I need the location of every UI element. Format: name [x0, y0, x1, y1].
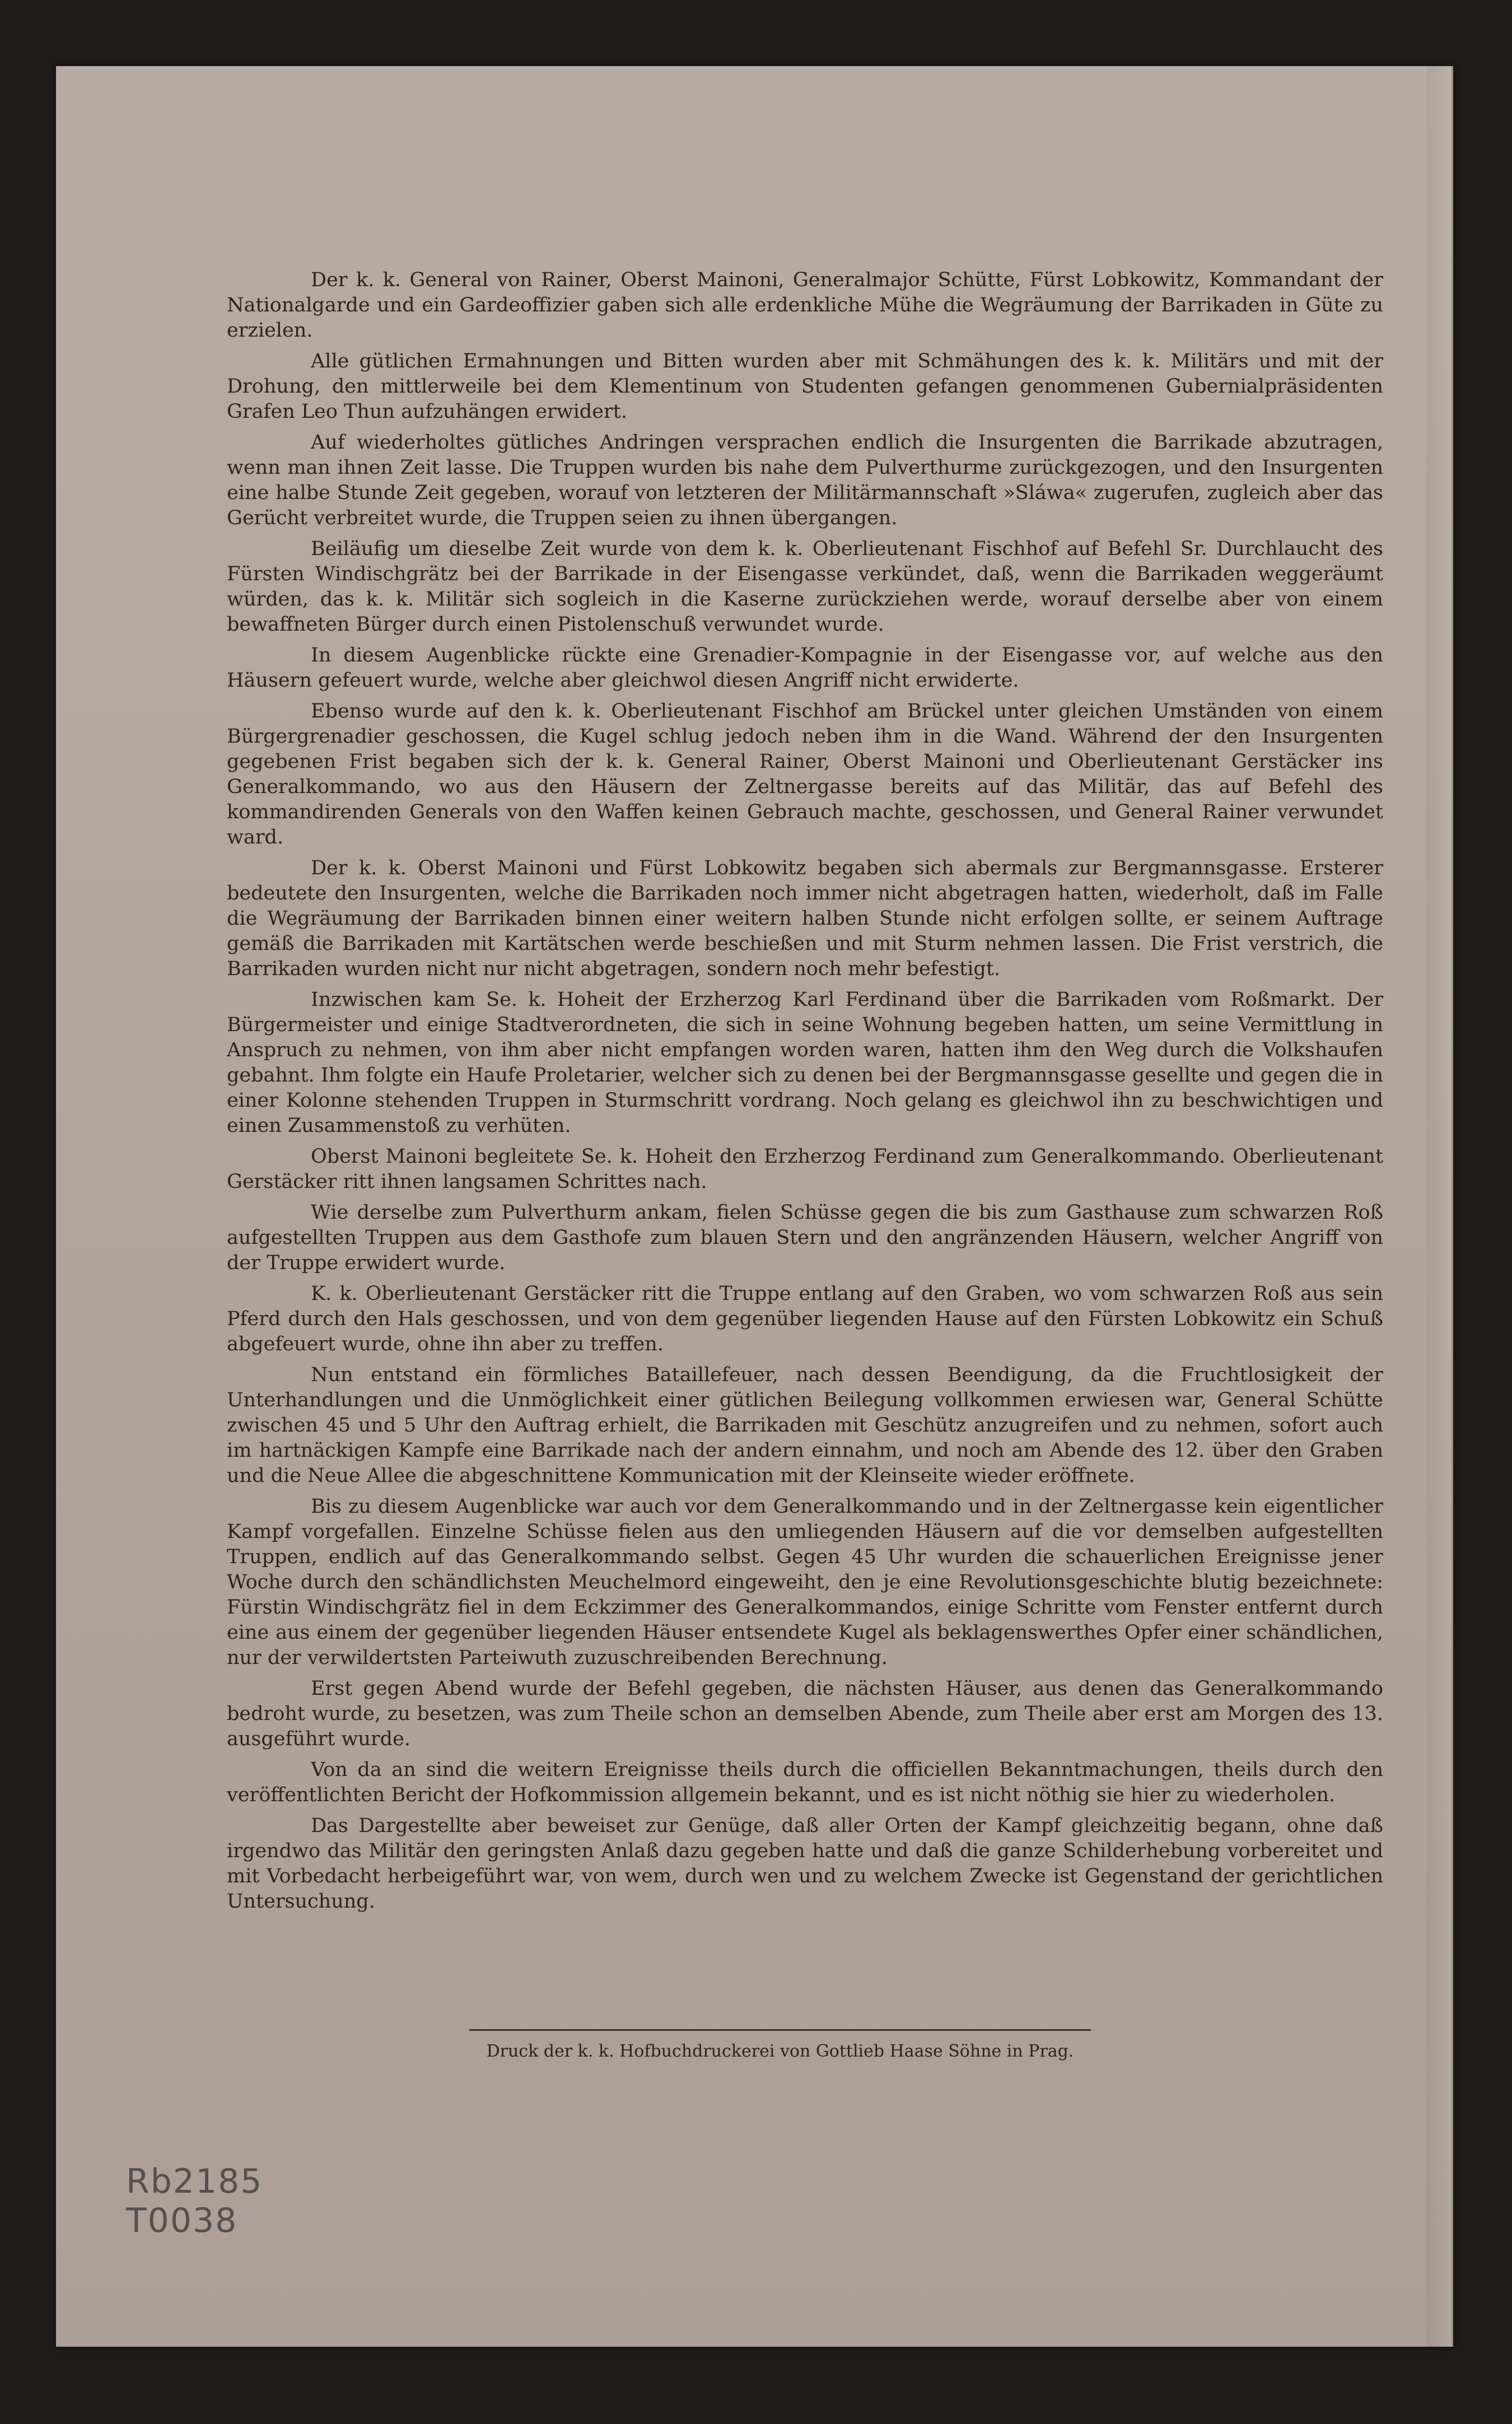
- paragraph-3: Auf wiederholtes gütliches Andringen versprachen endlich die Insurgenten die Barrikade abzutragen, wenn man ihnen Zeit lasse. Die Truppen wurden bis nahe dem Pulverthurme zurückgezogen, und den Insurgenten eine halbe Stunde Zeit gegeben, worauf von letzteren der Militärmannschaft »Sláwa« zugerufen, zugleich aber das Gerücht verbreitet wurde, die Truppen seien zu ihnen übergangen.: [227, 431, 1383, 529]
- paragraph-7: Der k. k. Oberst Mainoni und Fürst Lobkowitz begaben sich abermals zur Bergmannsgasse. Ersterer bedeutete den Insurgenten, welche die Barrikaden noch immer nicht abgetragen hatten, wiederholt, daß im Falle die Wegräumung der Barrikaden binnen einer weitern halben Stunde nicht erfolgen sollte, er seinem Auftrage gemäß die Barrikaden mit Kartätschen werde beschießen und mit Sturm nehmen lassen. Die Frist verstrich, die Barrikaden wurden nicht nur nicht abgetragen, sondern noch mehr befestigt.: [227, 857, 1383, 980]
- paragraph-5: In diesem Augenblicke rückte eine Grenadier-Kompagnie in der Eisengasse vor, auf welche aus den Häusern gefeuert wurde, welche aber gleichwol diesen Angriff nicht erwiderte.: [227, 644, 1383, 692]
- printer-imprint: Druck der k. k. Hofbuchdruckerei von Gottlieb Haase Söhne in Prag.: [486, 2041, 1074, 2061]
- paragraph-10: Wie derselbe zum Pulverthurm ankam, fielen Schüsse gegen die bis zum Gasthause zum schwarzen Roß aufgestellten Truppen aus dem Gasthofe zum blauen Stern und den angränzenden Häusern, welcher Angriff von der Truppe erwidert wurde.: [227, 1201, 1383, 1274]
- paragraph-2: Alle gütlichen Ermahnungen und Bitten wurden aber mit Schmähungen des k. k. Militärs und mit der Drohung, den mittlerweile bei dem Klementinum von Studenten gefangen genommenen Gubernialpräsidenten Grafen Leo Thun aufzuhängen erwidert.: [227, 350, 1383, 423]
- paragraph-15: Von da an sind die weitern Ereignisse theils durch die officiellen Bekanntmachungen, theils durch den veröffentlichten Bericht der Hofkommission allgemein bekannt, und es ist nicht nöthig sie hier zu wiederholen.: [227, 1759, 1383, 1806]
- paragraph-9: Oberst Mainoni begleitete Se. k. Hoheit den Erzherzog Ferdinand zum Generalkommando. Oberlieutenant Gerstäcker ritt ihnen langsamen Schrittes nach.: [227, 1145, 1383, 1193]
- archive-number-mark: T0038: [126, 2201, 238, 2240]
- imprint-divider: [469, 2029, 1091, 2031]
- archive-signature-mark: Rb2185: [126, 2162, 263, 2201]
- paragraph-6: Ebenso wurde auf den k. k. Oberlieutenant Fischhof am Brückel unter gleichen Umständen von einem Bürgergrenadier geschossen, die Kugel schlug jedoch neben ihm in die Wand. Während der den Insurgenten gegebenen Frist begaben sich der k. k. General Rainer, Oberst Mainoni und Oberlieutenant Gerstäcker ins Generalkommando, wo aus den Häusern der Zeltnergasse bereits auf das Militär, das auf Befehl des kommandirenden Generals von den Waffen keinen Gebrauch machte, geschossen, und General Rainer verwundet ward.: [227, 700, 1383, 849]
- document-body: [227, 268, 1383, 1920]
- sheet-edge-shadow: [1427, 66, 1452, 2347]
- paragraph-4: Beiläufig um dieselbe Zeit wurde von dem k. k. Oberlieutenant Fischhof auf Befehl Sr. Durchlaucht des Fürsten Windischgrätz bei der Barrikade in der Eisengasse verkündet, daß, wenn die Barrikaden weggeräumt würden, das k. k. Militär sich sogleich in die Kaserne zurückziehen werde, worauf derselbe aber von einem bewaffneten Bürger durch einen Pistolenschuß verwundet wurde.: [227, 538, 1383, 636]
- paragraph-16: Das Dargestellte aber beweiset zur Genüge, daß aller Orten der Kampf gleichzeitig begann, ohne daß irgendwo das Militär den geringsten Anlaß dazu gegeben hatte und daß die ganze Schilderhebung vorbereitet und mit Vorbedacht herbeigeführt war, von wem, durch wen und zu welchem Zwecke ist Gegenstand der gerichtlichen Untersuchung.: [227, 1815, 1383, 1913]
- paragraph-12: Nun entstand ein förmliches Bataillefeuer, nach dessen Beendigung, da die Fruchtlosigkeit der Unterhandlungen und die Unmöglichkeit einer gütlichen Beilegung vollkommen erwiesen war, General Schütte zwischen 45 und 5 Uhr den Auftrag erhielt, die Barrikaden mit Geschütz anzugreifen und zu nehmen, sofort auch im hartnäckigen Kampfe eine Barrikade nach der andern einnahm, und noch am Abende des 12. über den Graben und die Neue Allee die abgeschnittene Kommunication mit der Kleinseite wieder eröffnete.: [227, 1364, 1383, 1487]
- paragraph-8: Inzwischen kam Se. k. Hoheit der Erzherzog Karl Ferdinand über die Barrikaden vom Roßmarkt. Der Bürgermeister und einige Stadtverordneten, die sich in seine Wohnung begeben hatten, um seine Vermittlung in Anspruch zu nehmen, von ihm aber nicht empfangen worden waren, hatten ihm den Weg durch die Volkshaufen gebahnt. Ihm folgte ein Haufe Proletarier, welcher sich zu denen bei der Bergmannsgasse gesellte und gegen die in einer Kolonne stehenden Truppen in Sturmschritt vordrang. Noch gelang es gleichwol ihn zu beschwichtigen und einen Zusammenstoß zu verhüten.: [227, 989, 1383, 1137]
- paragraph-11: K. k. Oberlieutenant Gerstäcker ritt die Truppe entlang auf den Graben, wo vom schwarzen Roß aus sein Pferd durch den Hals geschossen, und von dem gegenüber liegenden Hause auf den Fürsten Lobkowitz ein Schuß abgefeuert wurde, ohne ihn aber zu treffen.: [227, 1283, 1383, 1355]
- paragraph-14: Erst gegen Abend wurde der Befehl gegeben, die nächsten Häuser, aus denen das Generalkommando bedroht wurde, zu besetzen, was zum Theile schon an demselben Abende, zum Theile aber erst am Morgen des 13. ausgeführt wurde.: [227, 1677, 1383, 1750]
- paragraph-1: Der k. k. General von Rainer, Oberst Mainoni, Generalmajor Schütte, Fürst Lobkowitz, Kommandant der Nationalgarde und ein Gardeoffizier gaben sich alle erdenkliche Mühe die Wegräumung der Barrikaden in Güte zu erzielen.: [227, 269, 1383, 342]
- paragraph-13: Bis zu diesem Augenblicke war auch vor dem Generalkommando und in der Zeltnergasse kein eigentlicher Kampf vorgefallen. Einzelne Schüsse fielen aus den umliegenden Häusern auf die vor demselben aufgestellten Truppen, endlich auf das Generalkommando selbst. Gegen 45 Uhr wurden die schauerlichen Ereignisse jener Woche durch den schändlichsten Meuchelmord eingeweiht, den je eine Revolutionsgeschichte blutig bezeichnete: Fürstin Windischgrätz fiel in dem Eckzimmer des Generalkommandos, einige Schritte vom Fenster entfernt durch eine aus einem der gegenüber liegenden Häuser entsendete Kugel als beklagenswerthes Opfer einer schändlichen, nur der verwildertsten Parteiwuth zuzuschreibenden Berechnung.: [227, 1495, 1383, 1669]
